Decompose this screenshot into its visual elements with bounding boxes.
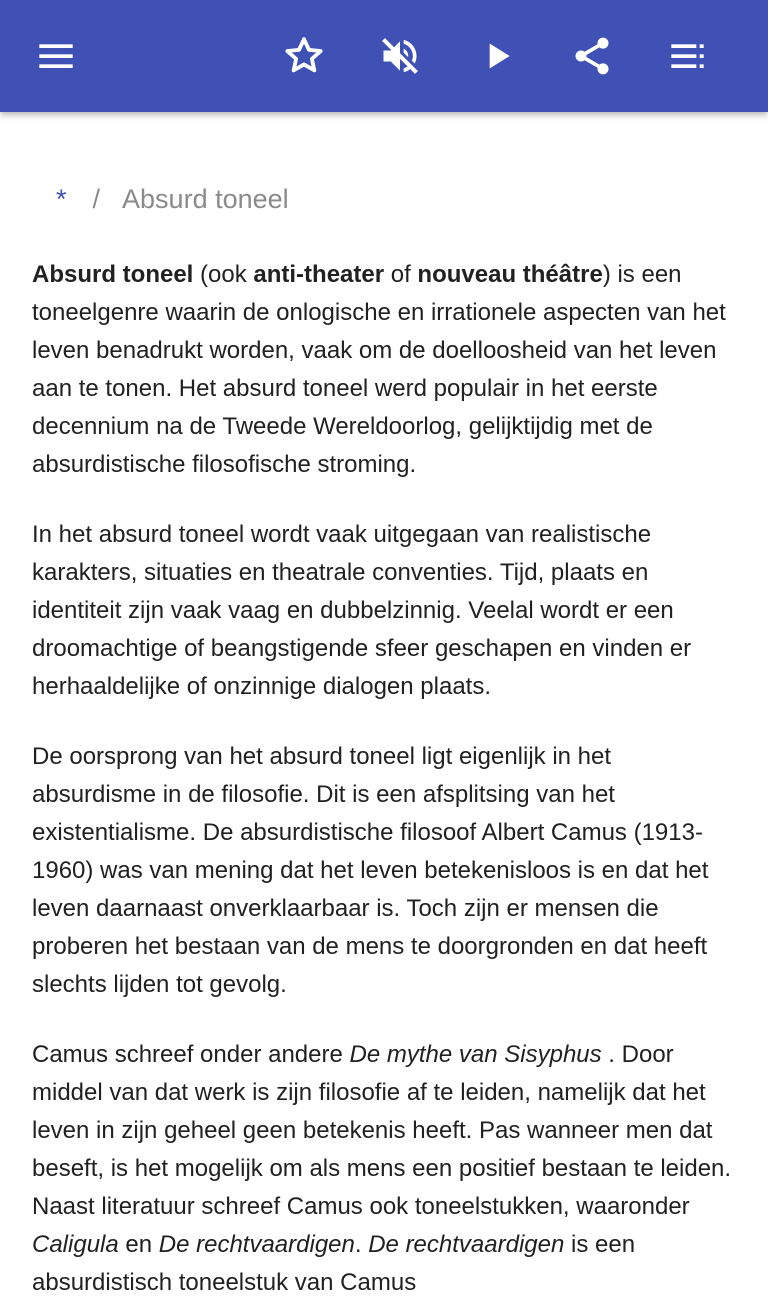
play-button[interactable] (466, 24, 530, 88)
title-caligula: Caligula (32, 1231, 119, 1258)
breadcrumb-home-link[interactable]: * (56, 184, 67, 214)
breadcrumb-separator: / (92, 184, 101, 214)
title-mythe-van-sisyphus: De mythe van Sisyphus (349, 1041, 602, 1068)
mute-button[interactable] (368, 24, 432, 88)
volume-off-icon (378, 34, 422, 78)
app-bar (0, 0, 768, 112)
favorite-button[interactable] (272, 24, 336, 88)
article-paragraph-3: De oorsprong van het absurd toneel ligt eigenlijk in het absurdisme in de filosofie. Dit is een afsplitsing van het existentialisme. De absurdistische filosoof Albert Camus (1913-1960) was van mening dat het leven betekenisloos is en dat het leven daarnaast onverklaarbaar is. Toch zijn er mensen die proberen het bestaan van de mens te doorgronden en dat heeft slechts lijden tot gevolg. (32, 743, 709, 998)
breadcrumb-current: Absurd toneel (122, 184, 289, 214)
share-icon (570, 34, 614, 78)
contents-button[interactable] (656, 24, 720, 88)
article-paragraph-2: In het absurd toneel wordt vaak uitgegaan van realistische karakters, situaties en theatrale conventies. Tijd, plaats en identiteit zijn vaak vaag en dubbelzinnig. Veelal wordt er een droomachtige of beangstigende sfeer geschapen en vinden er herhaaldelijke of onzinnige dialogen plaats. (32, 521, 692, 700)
term-anti-theater: anti-theater (253, 261, 385, 288)
play-icon (478, 36, 518, 76)
list-icon (668, 36, 708, 76)
article-paragraph-4: Camus schreef onder andere De mythe van Sisyphus . Door middel van dat werk is zijn filosofie af te leiden, namelijk dat het leven in zijn geheel geen betekenis heeft. Pas wanneer men dat beseft, is het mogelijk om als mens een positief bestaan te leiden. Naast literatuur schreef Camus ook toneelstukken, waaronder Caligula en De rechtvaardigen. De rechtvaardigen is een absurdistisch toneelstuk van Camus (32, 1041, 732, 1296)
term-absurd-toneel: Absurd toneel (32, 261, 194, 288)
article-paragraph-1: Absurd toneel (ook anti-theater of nouveau théâtre) is een toneelgenre waarin de onlogische en irrationele aspecten van het leven benadrukt worden, vaak om de doelloosheid van het leven aan te tonen. Het absurd toneel werd populair in het eerste decennium na de Tweede Wereldoorlog, gelijktijdig met de absurdistische filosofische stroming. (32, 261, 726, 478)
share-button[interactable] (560, 24, 624, 88)
title-de-rechtvaardigen-2: De rechtvaardigen (368, 1231, 565, 1258)
term-nouveau-theatre: nouveau théâtre (417, 261, 603, 288)
title-de-rechtvaardigen: De rechtvaardigen (158, 1231, 355, 1258)
menu-icon (36, 36, 76, 76)
star-outline-icon (281, 33, 327, 79)
breadcrumb (56, 180, 289, 218)
menu-button[interactable] (24, 24, 88, 88)
